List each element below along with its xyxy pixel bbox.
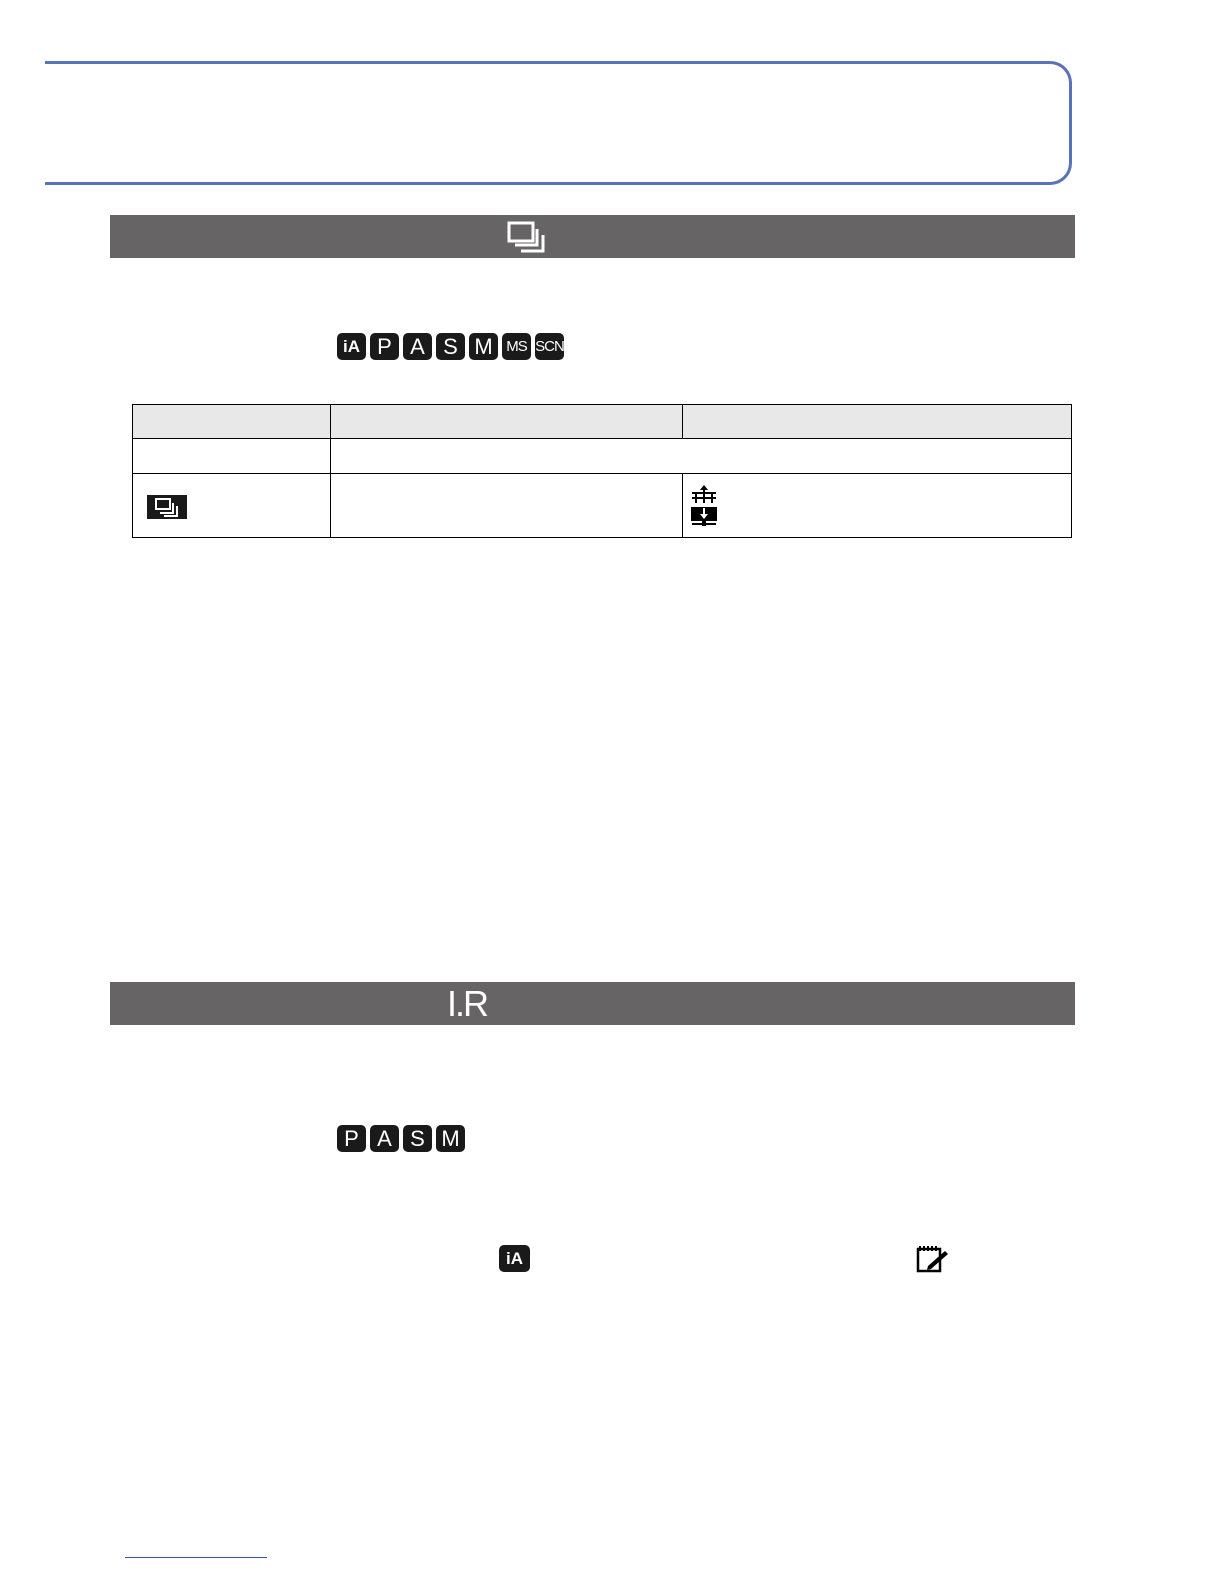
available-modes-burst — [337, 333, 564, 360]
speed-priority-icon — [691, 507, 717, 527]
section-header-ir — [110, 982, 1075, 1025]
table-header-cell — [683, 405, 1072, 439]
mode-m-icon: M — [436, 1125, 465, 1152]
mode-ia-icon: iA — [337, 333, 366, 360]
table-row — [133, 474, 1072, 538]
table-header-row — [133, 405, 1072, 439]
mode-s-icon: S — [436, 333, 465, 360]
mode-p-icon: P — [337, 1125, 366, 1152]
mode-m-icon: M — [469, 333, 498, 360]
intelligent-resolution-icon: I.R — [447, 983, 488, 1024]
burst-mode-icon — [147, 495, 187, 519]
mode-a-icon: A — [370, 1125, 399, 1152]
note-edit-icon — [915, 1244, 949, 1274]
focus-priority-icon — [691, 484, 717, 504]
burst-mode-icon — [507, 221, 547, 253]
footer-link-underline[interactable] — [125, 1557, 267, 1558]
page-title-box — [45, 61, 1072, 185]
table-cell — [330, 439, 1071, 474]
table-cell — [133, 439, 331, 474]
ia-icon: iA — [499, 1245, 530, 1272]
mode-ms-icon: MS — [502, 333, 531, 360]
section-header-burst — [110, 215, 1075, 258]
mode-a-icon: A — [403, 333, 432, 360]
table-cell — [683, 474, 1072, 538]
mode-p-icon: P — [370, 333, 399, 360]
table-cell — [330, 474, 683, 538]
available-modes-ir — [337, 1125, 465, 1152]
table-row — [133, 439, 1072, 474]
table-header-cell — [330, 405, 683, 439]
mode-s-icon: S — [403, 1125, 432, 1152]
burst-settings-table — [132, 404, 1072, 538]
table-header-cell — [133, 405, 331, 439]
table-cell — [133, 474, 331, 538]
mode-scn-icon: SCN — [535, 333, 564, 360]
